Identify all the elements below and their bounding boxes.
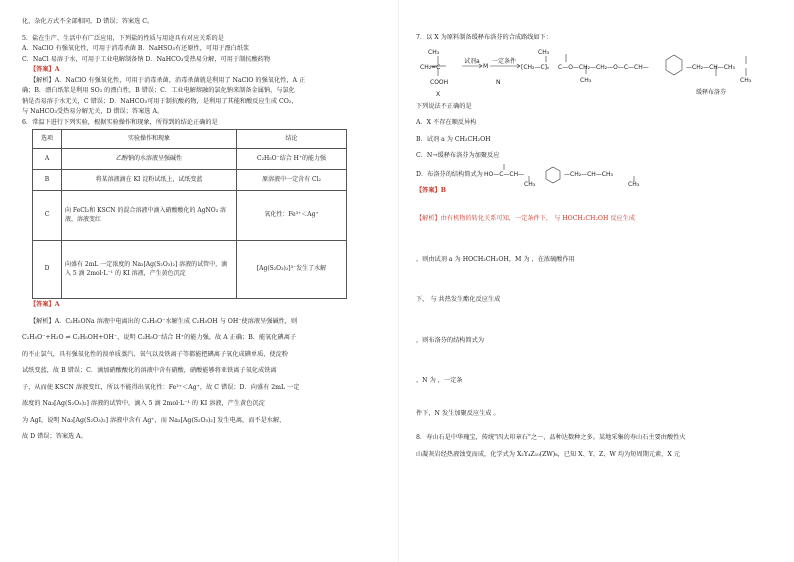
question-8: 8．寿山石是中华瑰宝，传统"四大印章石"之一，品种达数种之多。某地采集的寿山石主要由酸性火 — [416, 434, 686, 441]
analysis-line: 【解析】A．C₂H₅ONa 溶液中电离出的 C₂H₅O⁻水解生成 C₂H₅OH 与 OH⁻使溶液呈强碱性，则 — [30, 317, 298, 325]
left-page — [22, 0, 379, 562]
option-cell: D — [33, 241, 62, 299]
conclusion-cell: 原溶液中一定含有 Cl₂ — [237, 170, 347, 191]
scheme-product-label: 缓释布洛芬 — [696, 88, 727, 96]
option-cell: B — [33, 170, 62, 191]
scheme-ch3: CH₃ — [580, 76, 592, 84]
operation-cell: 向 FeCl₂和 KSCN 的混合溶液中滴入硝酸酸化的 AgNO₃ 溶液，溶液变红 — [62, 191, 237, 241]
answer-label: 【答案】B — [416, 186, 446, 194]
question-stem: 下列说法不正确的是 — [416, 102, 472, 110]
question-8-line: 山凝灰岩经热液蚀变而成，化学式为 X₂Y₄Z₁₀(ZW)₈，已知 X、Y、Z、W 均为短周期元素，X 元 — [416, 450, 680, 458]
question-7: 7．以 X 为原料制备缓释布洛芬的合成路线如下： — [416, 34, 553, 41]
analysis-line: ，则由试剂 a 为 HOCH₂CH₂OH，M 为 ，在浓硫酸作用 — [416, 255, 575, 263]
analysis-line: 下， 与 共热发生酯化反应生成 — [416, 296, 501, 303]
structure-text: HO—C—CH— — [484, 170, 525, 178]
option-cell: A — [33, 149, 62, 170]
analysis-line: 【解析】由有机物的转化关系可知，一定条件下， 与 HOCH₂CH₂OH 反应生成 — [416, 215, 636, 222]
scheme-n-label: N — [496, 78, 501, 86]
operation-cell: 向盛有 2mL 一定浓度的 Na₃[Ag(S₂O₃)₂] 溶液的试管中，滴入 5 滴 2mol·L⁻¹ 的 KI 溶液，产生黄色沉淀 — [62, 241, 237, 299]
scheme-polymer: [CH₂—C]ₙ — [521, 63, 550, 71]
analysis-line: ，N 为 ，一定条 — [416, 377, 463, 384]
table-header: 选项 — [33, 130, 62, 149]
analysis-line: 钠是否易溶于水无关，C 错误；D．NaHCO₃可用于制抗酸药物，是利用了其能和酸反应生成 CO₂， — [22, 97, 298, 105]
option-line: A．X 不存在顺反异构 — [416, 119, 477, 126]
option-line: D．布洛芬的结构简式为 — [416, 170, 483, 178]
scheme-ester-chain: C—O—CH₂—CH₂—O—C—CH— — [558, 63, 649, 71]
table-row — [33, 170, 347, 191]
table-row — [33, 149, 347, 170]
table-header: 结论 — [237, 130, 347, 149]
analysis-line: 确；B．漂白纸浆是利用 SO₂ 的漂白性，B 错误；C．工业电解熔融的氯化钠来制备金属钠，与氯化 — [22, 87, 295, 94]
analysis-line: 子，从而使 KSCN 溶液变红，所以不能得出氧化性：Fe³⁺＜Ag⁺，故 C 错误；D．向盛有 2mL 一定 — [22, 383, 300, 391]
analysis-line: 试纸变蓝，故 B 错误；C．滴加硝酸酸化的溶液中含有硝酸，硝酸能够将亚铁离子氧化成铁离 — [22, 367, 277, 374]
scheme-ch3: CH₃ — [740, 76, 752, 84]
analysis-line: 故 D 错误；答案选 A。 — [22, 433, 87, 440]
table-row — [33, 241, 347, 299]
option-line: C．N→缓释布洛芬为加聚反应 — [416, 152, 500, 159]
structure-text: —CH₂—CH—CH₃ — [564, 170, 613, 178]
conclusion-cell: 氧化性：Fe³⁺＜Ag⁺ — [237, 191, 347, 241]
question-5: 5．盐在生产、生活中有广泛应用，下列盐的性质与用途具有对应关系的是 — [22, 34, 224, 42]
conclusion-cell: C₂H₅O⁻结合 H⁺的能力强 — [237, 149, 347, 170]
scheme-m-label: M — [483, 62, 489, 70]
table-header: 实验操作和现象 — [62, 130, 237, 149]
scheme-ch3: CH₃ — [428, 48, 440, 56]
analysis-line: 【解析】A．NaClO 有强氧化性，可用于消毒杀菌，消毒杀菌就是利用了 NaClO 的强氧化性，A 正 — [30, 76, 306, 84]
option-line: C．NaCl 易溶于水，可用于工业电解制备钠 D．NaHCO₃受热易分解，可用于制抗酸药物 — [22, 55, 271, 63]
scheme-ch2c: CH₂=C — [420, 63, 441, 71]
analysis-line: 的不止氯气，具有强氧化性的溴单质蒸汽、氧气以及铁离子等都能把碘离子氧化成碘单质，使淀粉 — [22, 350, 289, 358]
scheme-isobutyl: —CH₂—CH—CH₃ — [686, 63, 735, 71]
scheme-ch3: CH₃ — [538, 48, 550, 56]
analysis-line: 与 NaHCO₃受热易分解无关，D 错误；答案选 A。 — [22, 108, 164, 115]
text-line: 化，杂化方式不全部相同，D 错误；答案选 C。 — [22, 18, 154, 25]
analysis-line: C₂H₅O⁻+H₂O ⇌ C₂H₅OH+OH⁻，说明 C₂H₅O⁻结合 H⁺的能力强，故 A 正确；B．能氧化碘离子 — [22, 334, 297, 341]
page-fold — [398, 0, 399, 562]
operation-cell: 乙醇钠的水溶液呈强碱性 — [62, 149, 237, 170]
table-row — [33, 191, 347, 241]
option-line: A．NaClO 有强氧化性，可用于消毒杀菌 B．NaHSO₃有还原性，可用于漂白纸浆 — [22, 45, 250, 52]
synthesis-scheme — [416, 44, 776, 102]
scheme-x-label: X — [436, 90, 441, 98]
answer-label: 【答案】A — [30, 301, 60, 308]
question-6: 6．常温下进行下列实验，根据实验操作和现象，所得到的结论正确的是 — [22, 118, 218, 126]
structure-text: CH₃ — [524, 180, 536, 186]
operation-cell: 将某溶液滴在 KI 淀粉试纸上，试纸变蓝 — [62, 170, 237, 191]
option-cell: C — [33, 191, 62, 241]
scheme-cooh: COOH — [430, 78, 449, 86]
answer-label: 【答案】A — [30, 66, 60, 73]
analysis-line: 浓度的 Na₃[Ag(S₂O₃)₂] 溶液的试管中，滴入 5 滴 2mol·L⁻¹ 的 KI 溶液，产生黄色沉淀 — [22, 400, 265, 407]
ibuprofen-structure — [484, 162, 684, 186]
right-page — [416, 0, 776, 562]
scheme-reagent-a: 试剂a — [464, 57, 480, 65]
analysis-line: 为 AgI，说明 Na₃[Ag(S₂O₃)₂] 溶液中含有 Ag⁺，而 Na₃[Ag(S₂O₃)₂] 发生电离，而不是水解， — [22, 416, 286, 424]
experiment-table — [32, 129, 347, 299]
conclusion-cell: [Ag(S₂O₃)₂]³⁻发生了水解 — [237, 241, 347, 299]
structure-text: CH₃ — [628, 180, 640, 186]
option-line: B．试剂 a 为 CH₃CH₂OH — [416, 135, 491, 143]
scheme-condition: 一定条件 — [492, 57, 517, 65]
analysis-line: 件下，N 发生加聚反应生成 。 — [416, 409, 500, 417]
analysis-line: ，则布洛芬的结构简式为 — [416, 336, 485, 344]
